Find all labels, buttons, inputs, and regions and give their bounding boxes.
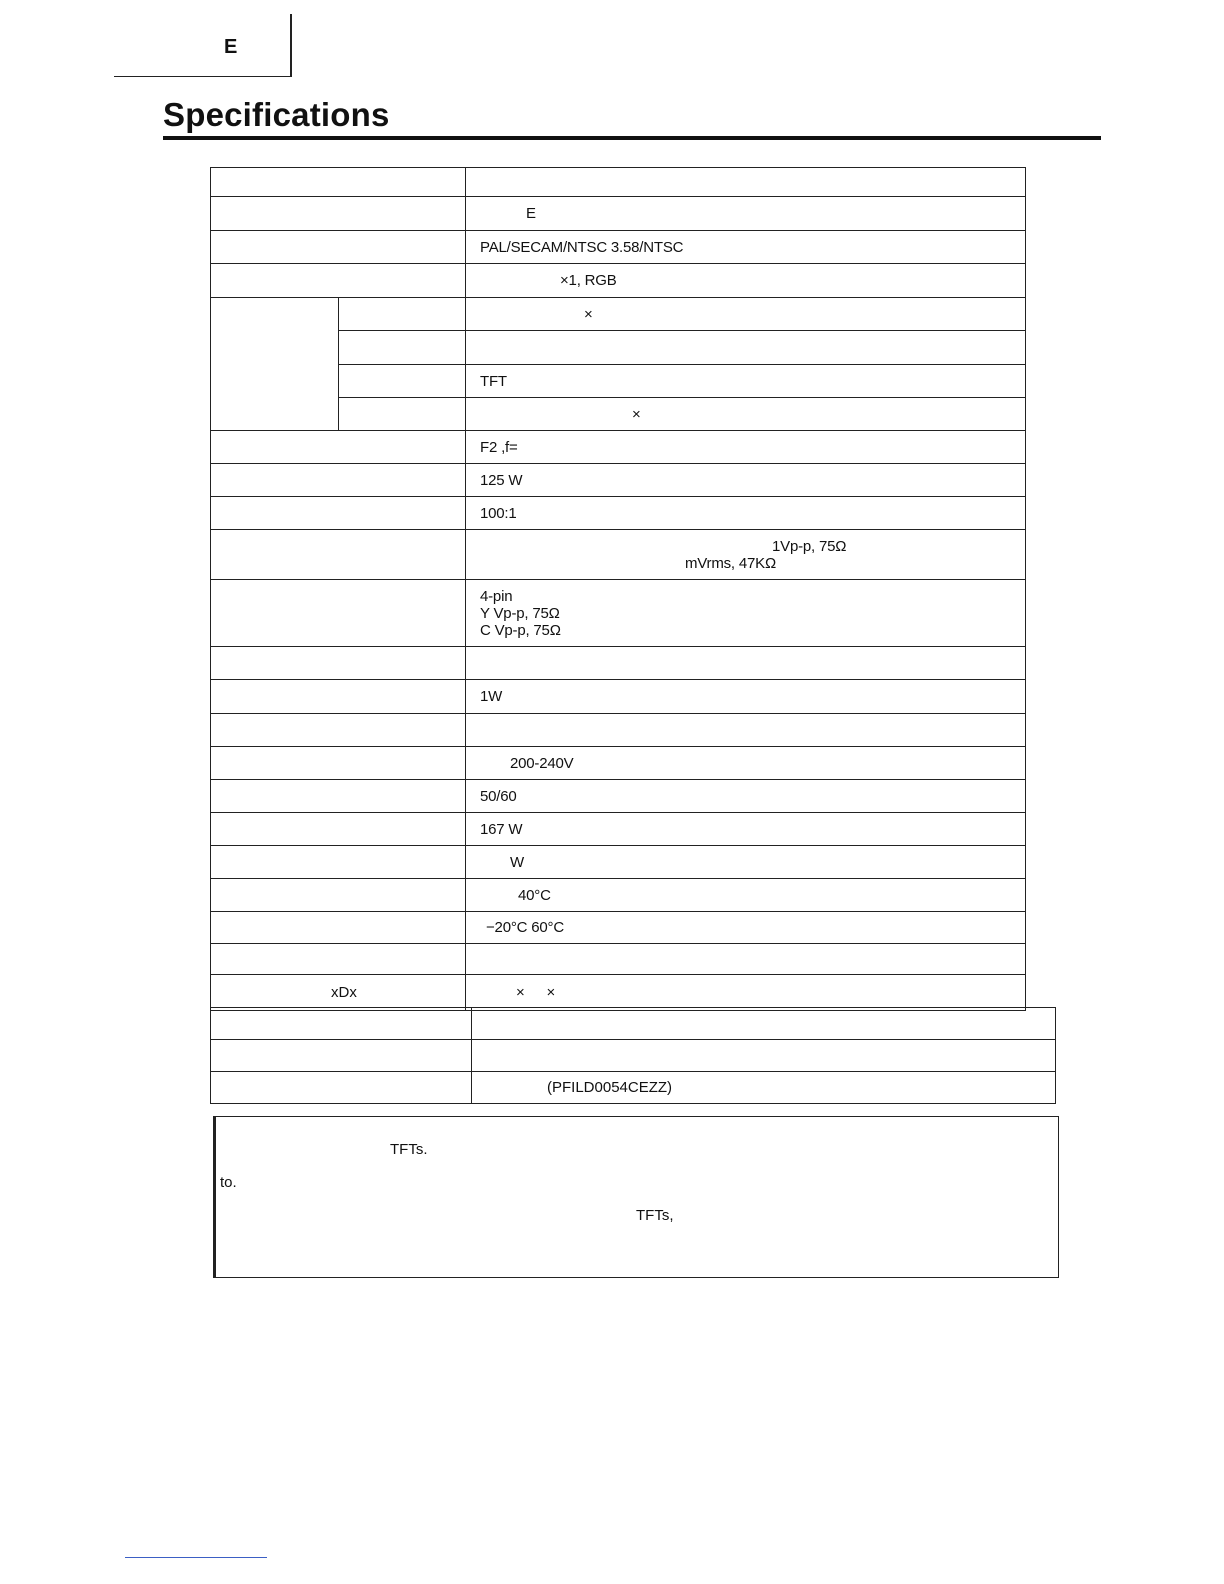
spec-value [466,580,1026,647]
spec-sublabel [338,398,466,431]
table-row [211,813,1026,846]
spec-value [466,331,1026,365]
note-line: TFTs, [636,1207,674,1224]
table-row [211,530,1026,580]
spec-label [211,780,466,813]
table-row [211,680,1026,714]
spec-label [211,530,466,580]
spec-value: 125 W [466,464,1026,497]
spec-value: (PFILD0054CEZZ) [472,1072,1056,1104]
spec-value: W [466,846,1026,879]
page-tab-letter: E [224,36,238,58]
note-line: TFTs. [390,1141,428,1158]
table-row [211,580,1026,647]
spec-value: × × [466,975,1026,1011]
spec-value: × [466,398,1026,431]
table-row [211,1072,1056,1104]
spec-label [211,497,466,530]
spec-value [466,647,1026,680]
spec-label [211,1072,472,1104]
footer-rule [125,1557,267,1558]
table-row [211,231,1026,264]
spec-value: × [466,298,1026,331]
page-tab-divider [290,14,292,76]
spec-label: xDx [211,975,466,1011]
spec-label [211,580,466,647]
spec-sublabel [338,331,466,365]
spec-value [472,1008,1056,1040]
spec-label [211,747,466,780]
spec-label [211,464,466,497]
table-row [211,431,1026,464]
spec-value [472,1040,1056,1072]
spec-label [211,944,466,975]
notes-box [213,1116,1059,1278]
spec-sublabel [338,298,466,331]
table-row [211,846,1026,879]
spec-value [466,944,1026,975]
table-row [211,1040,1056,1072]
spec-value: ×1, RGB [466,264,1026,298]
page-title: Specifications [163,96,390,133]
table-row [211,975,1026,1011]
table-row [211,1008,1056,1040]
table-row [211,912,1026,944]
table-row [211,197,1026,231]
spec-sublabel [338,365,466,398]
spec-value [466,530,1026,580]
spec-value [466,168,1026,197]
spec-value: TFT [466,365,1026,398]
spec-label [211,813,466,846]
spec-table-continued [210,1007,1056,1104]
spec-label [211,846,466,879]
spec-value-line: 1Vp-p, 75Ω [772,537,847,555]
spec-value: 200-240V [466,747,1026,780]
spec-value: 100:1 [466,497,1026,530]
spec-value: F2 ,f= [466,431,1026,464]
spec-label [211,912,466,944]
spec-label [211,231,466,264]
table-row [211,464,1026,497]
spec-value: PAL/SECAM/NTSC 3.58/NTSC [466,231,1026,264]
spec-value: 167 W [466,813,1026,846]
spec-label [211,680,466,714]
table-row [211,780,1026,813]
spec-group-label [211,298,339,431]
spec-value-line: 4-pin [480,587,513,605]
title-rule [163,136,1101,140]
spec-label [211,197,466,231]
spec-table [210,167,1026,1011]
spec-label [211,714,466,747]
table-row [211,647,1026,680]
spec-label [211,431,466,464]
table-row [211,944,1026,975]
spec-label [211,1008,472,1040]
table-row [211,879,1026,912]
spec-value-line: Y Vp-p, 75Ω [480,604,560,622]
page-tab [114,14,292,77]
spec-label [211,647,466,680]
spec-value-line: mVrms, 47KΩ [685,554,776,572]
spec-value: 50/60 [466,780,1026,813]
note-line: to. [220,1174,237,1191]
table-row [211,298,1026,331]
spec-label [211,264,466,298]
spec-label [211,879,466,912]
spec-value: E [466,197,1026,231]
table-row [211,264,1026,298]
spec-label [211,1040,472,1072]
spec-label [211,168,466,197]
spec-value: 1W [466,680,1026,714]
table-row [211,747,1026,780]
spec-value-line: C Vp-p, 75Ω [480,621,561,639]
table-row [211,714,1026,747]
spec-value: −20°C 60°C [466,912,1026,944]
spec-value [466,714,1026,747]
spec-value: 40°C [466,879,1026,912]
table-row [211,168,1026,197]
table-row [211,497,1026,530]
